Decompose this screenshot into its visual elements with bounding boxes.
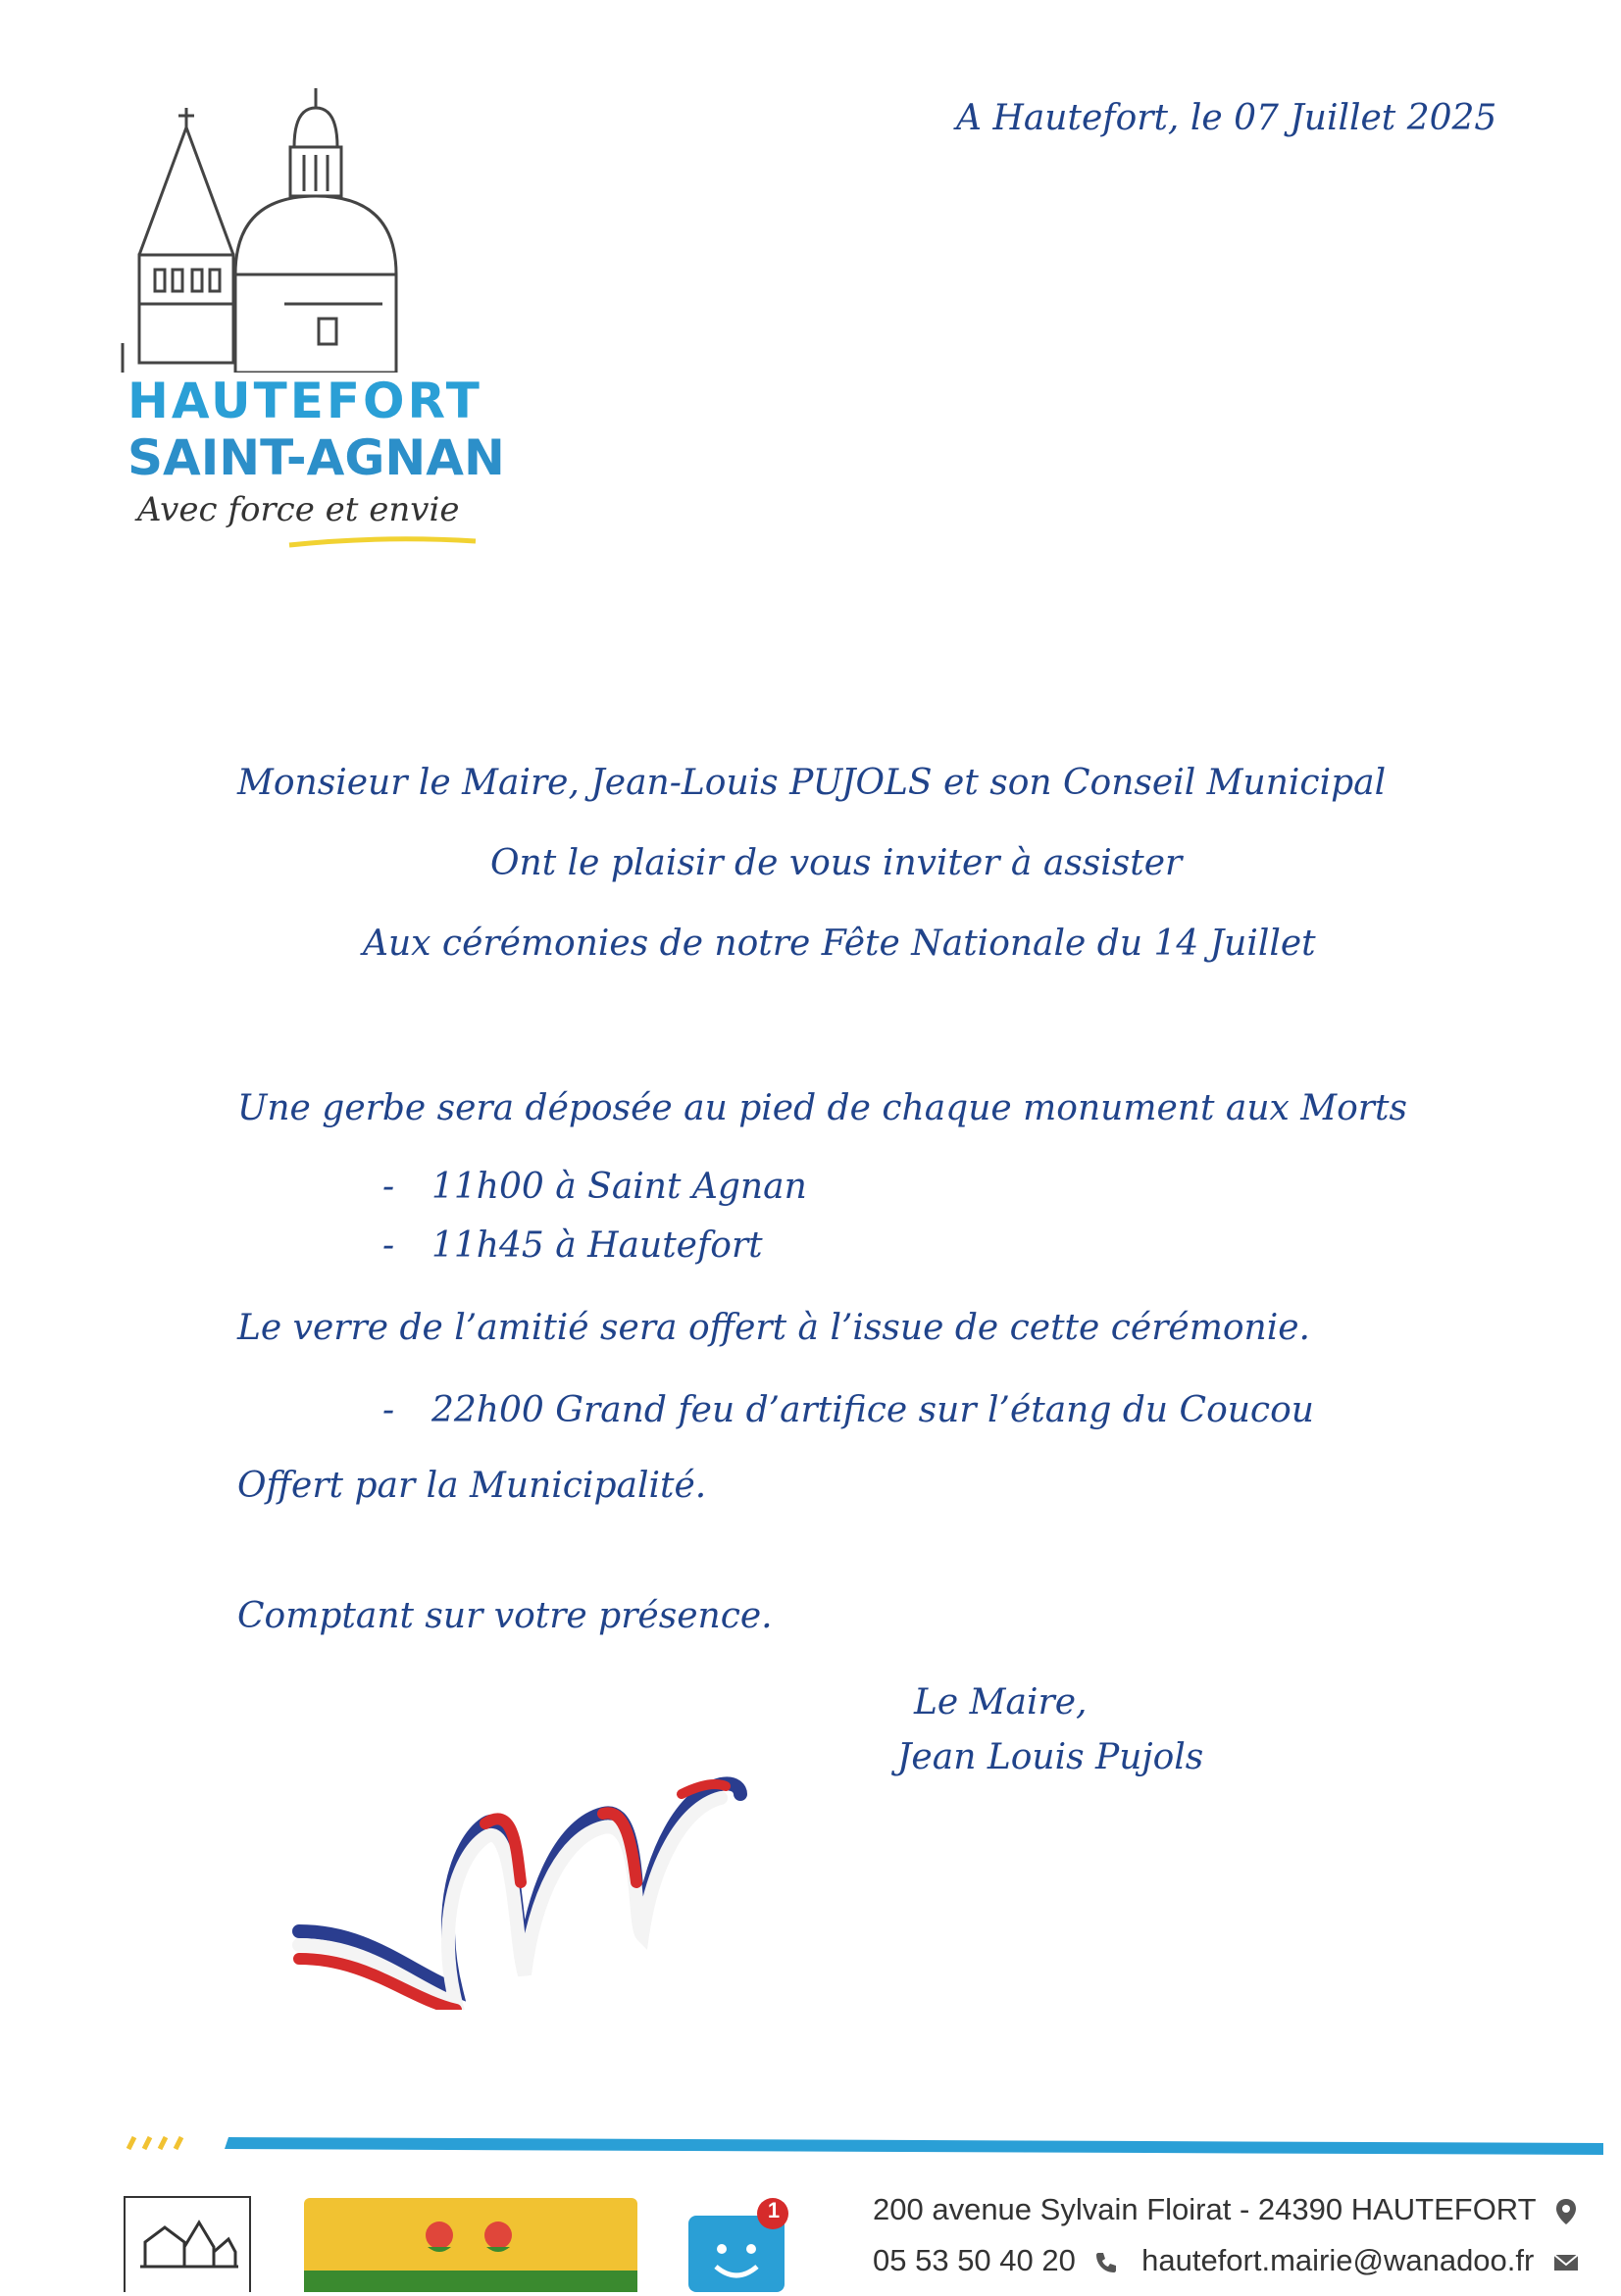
footer-rule — [123, 2133, 1603, 2155]
village-icon — [126, 2198, 249, 2292]
bullet-dash: - — [382, 1390, 395, 1430]
envelope-icon — [1552, 2252, 1580, 2273]
logo-title-saint-agnan: SAINT-AGNAN — [127, 429, 505, 486]
flower-icon — [412, 2218, 530, 2257]
notification-badge: 1 — [767, 2198, 781, 2222]
signature-title: Le Maire, — [914, 1682, 1088, 1722]
schedule-item-text: 11h45 à Hautefort — [431, 1225, 763, 1266]
church-castle-drawing — [98, 78, 471, 373]
bullet-dash: - — [382, 1167, 395, 1207]
logo-title-hautefort: HAUTEFORT — [127, 373, 482, 429]
accessibility-app-logo — [686, 2196, 794, 2292]
email-address: hautefort.mairie@wanadoo.fr — [1141, 2243, 1535, 2277]
schedule-item-1 — [382, 1167, 807, 1207]
villes-fleuries-logo — [304, 2198, 637, 2292]
petites-cites-logo — [124, 2196, 251, 2292]
closing-sentence: Comptant sur votre présence. — [237, 1596, 773, 1636]
footer-address — [873, 2192, 1578, 2227]
footer-contact — [873, 2243, 1580, 2278]
bullet-dash: - — [382, 1225, 395, 1266]
schedule-item-2 — [382, 1225, 763, 1266]
phone-number: 05 53 50 40 20 — [873, 2243, 1076, 2277]
gerbe-sentence: Une gerbe sera déposée au pied de chaque monument aux Morts — [237, 1088, 1407, 1128]
signature-name: Jean Louis Pujols — [897, 1737, 1204, 1777]
logo-tagline: Avec force et envie — [137, 490, 460, 529]
fireworks-text: 22h00 Grand feu d’artifice sur l’étang du Coucou — [431, 1390, 1314, 1430]
tagline-underline — [284, 535, 481, 549]
invitation-line-3: Aux cérémonies de notre Fête Nationale du 14 Juillet — [363, 923, 1316, 964]
schedule-item-text: 11h00 à Saint Agnan — [431, 1167, 807, 1207]
municipality-logo — [98, 78, 505, 549]
invitation-line-2: Ont le plaisir de vous inviter à assister — [490, 843, 1183, 883]
fireworks-item — [382, 1390, 1314, 1430]
location-pin-icon — [1554, 2197, 1578, 2226]
invitation-line-1: Monsieur le Maire, Jean-Louis PUJOLS et son Conseil Municipal — [237, 763, 1387, 803]
offert-sentence: Offert par la Municipalité. — [237, 1466, 707, 1506]
address-text: 200 avenue Sylvain Floirat - 24390 HAUTEFORT — [873, 2192, 1537, 2226]
verre-sentence: Le verre de l’amitié sera offert à l’issue de cette cérémonie. — [237, 1308, 1310, 1348]
phone-icon — [1093, 2250, 1119, 2275]
tricolor-ribbon-image — [289, 1735, 750, 2010]
letter-date: A Hautefort, le 07 Juillet 2025 — [956, 98, 1497, 138]
